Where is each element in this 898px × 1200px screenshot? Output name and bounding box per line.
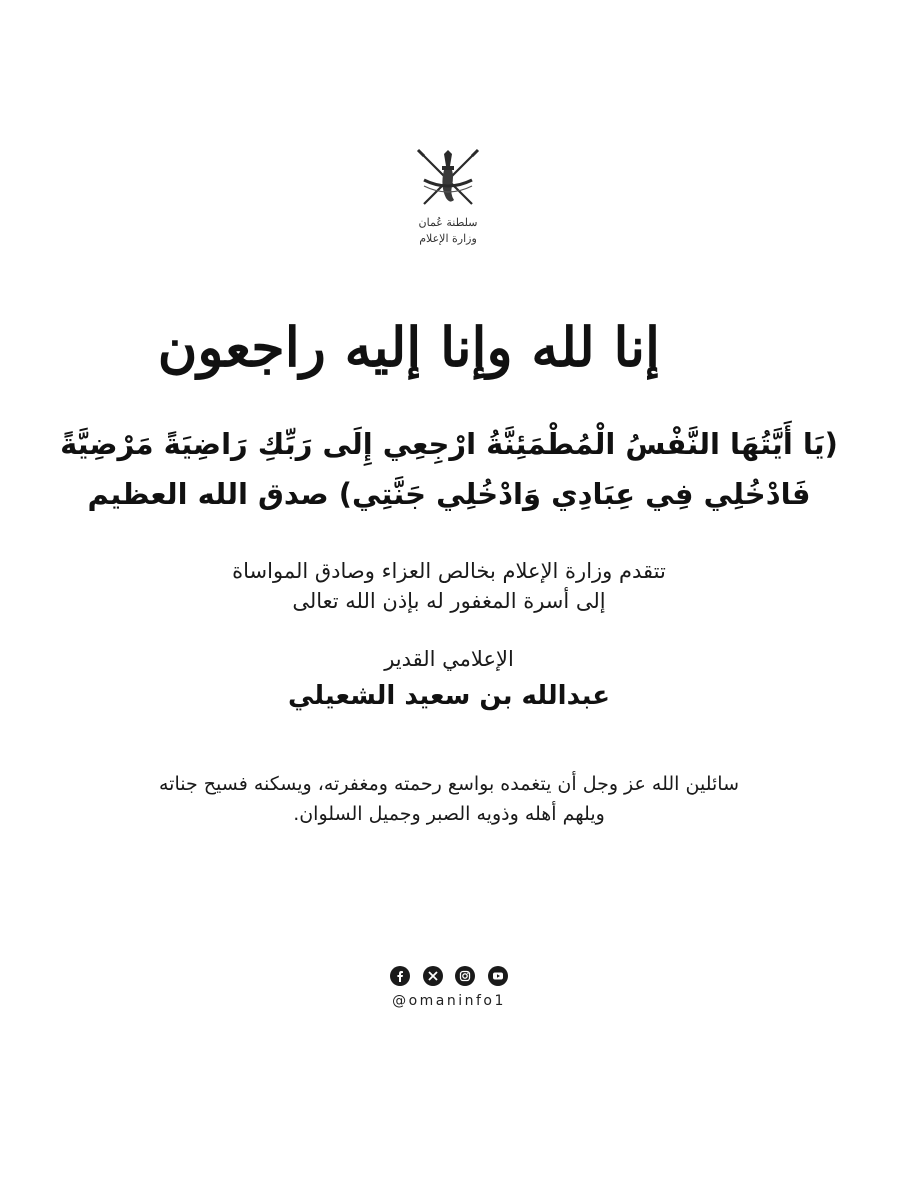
deceased-title: الإعلامي القدير [384,647,514,671]
facebook-icon[interactable] [390,966,410,986]
condolence-line-1: تتقدم وزارة الإعلام بخالص العزاء وصادق المواساة [232,559,666,583]
social-handle: @omaninfo1 [392,993,506,1009]
prayer-line-2: ويلهم أهله وذويه الصبر وجميل السلوان. [293,803,605,825]
youtube-icon[interactable] [488,966,508,986]
quran-verse-line-2: فَادْخُلِي فِي عِبَادِي وَادْخُلِي جَنَّتِي) صدق الله العظيم [87,477,811,511]
prayer-line-1: سائلين الله عز وجل أن يتغمده بواسع رحمته ومغفرته، ويسكنه فسيح جناته [159,773,739,795]
social-icons [390,966,508,988]
deceased-name: عبدالله بن سعيد الشعيلي [288,681,610,711]
x-icon[interactable] [423,966,443,986]
instagram-icon[interactable] [455,966,475,986]
calligraphy-heading: إنا لله وإنا إليه راجعون [157,315,660,379]
quran-verse-line-1: (يَا أَيَّتُهَا النَّفْسُ الْمُطْمَئِنَّةُ ارْجِعِي إِلَى رَبِّكِ رَاضِيَةً مَرْضِيَّةً [60,427,838,461]
emblem-caption-ministry: وزارة الإعلام [419,232,477,245]
condolence-line-2: إلى أسرة المغفور له بإذن الله تعالى [292,589,606,613]
emblem-caption-country: سلطنة عُمان [418,216,478,229]
